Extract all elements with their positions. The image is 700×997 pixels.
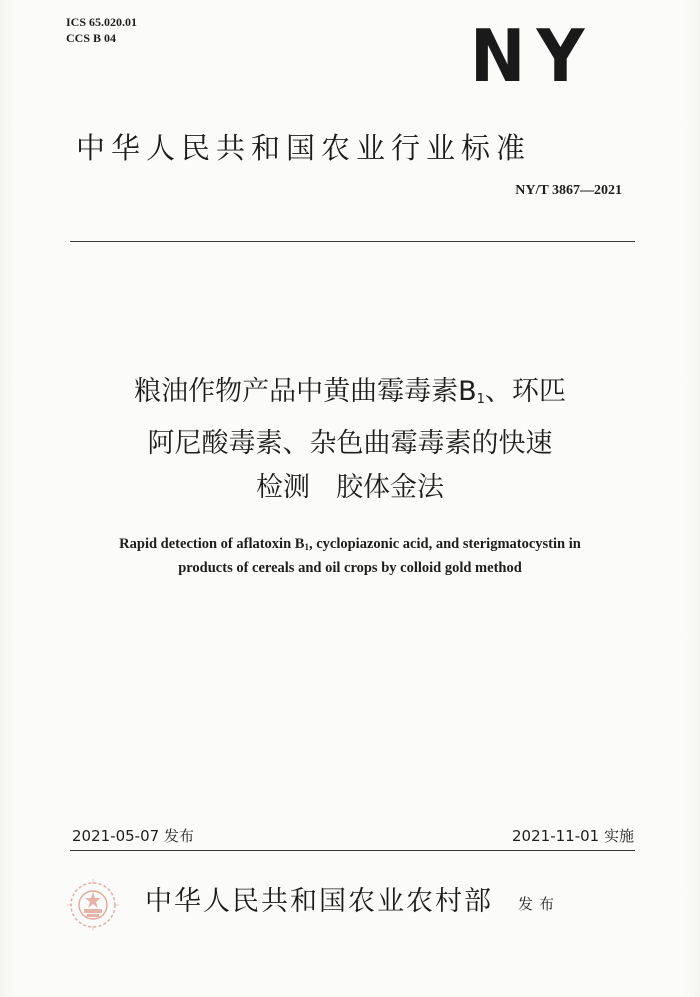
issuing-authority: 中华人民共和国农业农村部 — [145, 886, 493, 917]
chinese-title-line-1 — [60, 370, 640, 422]
chinese-title-line-1-tail: 、环匹 — [484, 376, 566, 407]
implementation-date — [512, 825, 634, 846]
english-title — [60, 534, 640, 579]
chinese-title-line-2: 阿尼酸毒素、杂色曲霉毒素的快速 — [147, 428, 553, 459]
chinese-title-subscript: 1 — [476, 392, 485, 407]
chinese-title — [60, 370, 640, 510]
implementation-date-value: 2021-11-01 — [512, 827, 600, 845]
english-title-line-2: products of cereals and oil crops by colloid gold method — [178, 560, 522, 576]
top-divider — [70, 241, 635, 242]
national-emblem-icon — [66, 878, 120, 932]
publish-label: 发布 — [518, 895, 561, 913]
english-title-line-1 — [60, 534, 640, 558]
ccs-code: CCS B 04 — [66, 31, 117, 45]
classification-codes — [66, 14, 137, 46]
english-title-line-1-text: Rapid detection of aflatoxin B — [119, 536, 305, 552]
bottom-divider — [70, 850, 635, 851]
ny-mark: NY — [470, 14, 596, 98]
chinese-title-line-3-part-1: 检测 — [256, 472, 310, 503]
implementation-date-label: 实施 — [603, 827, 634, 845]
chinese-title-line-1-text: 粮油作物产品中黄曲霉毒素B — [134, 376, 477, 407]
issue-date — [72, 825, 194, 846]
chinese-title-line-3-part-2: 胶体金法 — [336, 472, 444, 503]
issue-date-value: 2021-05-07 — [72, 827, 160, 845]
standard-category-title: 中华人民共和国农业行业标准 — [76, 131, 532, 165]
issue-date-label: 发布 — [163, 827, 194, 845]
standard-number: NY/T 3867—2021 — [515, 183, 622, 198]
english-title-line-1-tail: , cyclopiazonic acid, and sterigmatocystin in — [308, 536, 581, 552]
english-title-subscript: 1 — [304, 542, 309, 552]
chinese-title-line-3 — [60, 466, 640, 510]
ics-code: ICS 65.020.01 — [66, 15, 138, 29]
